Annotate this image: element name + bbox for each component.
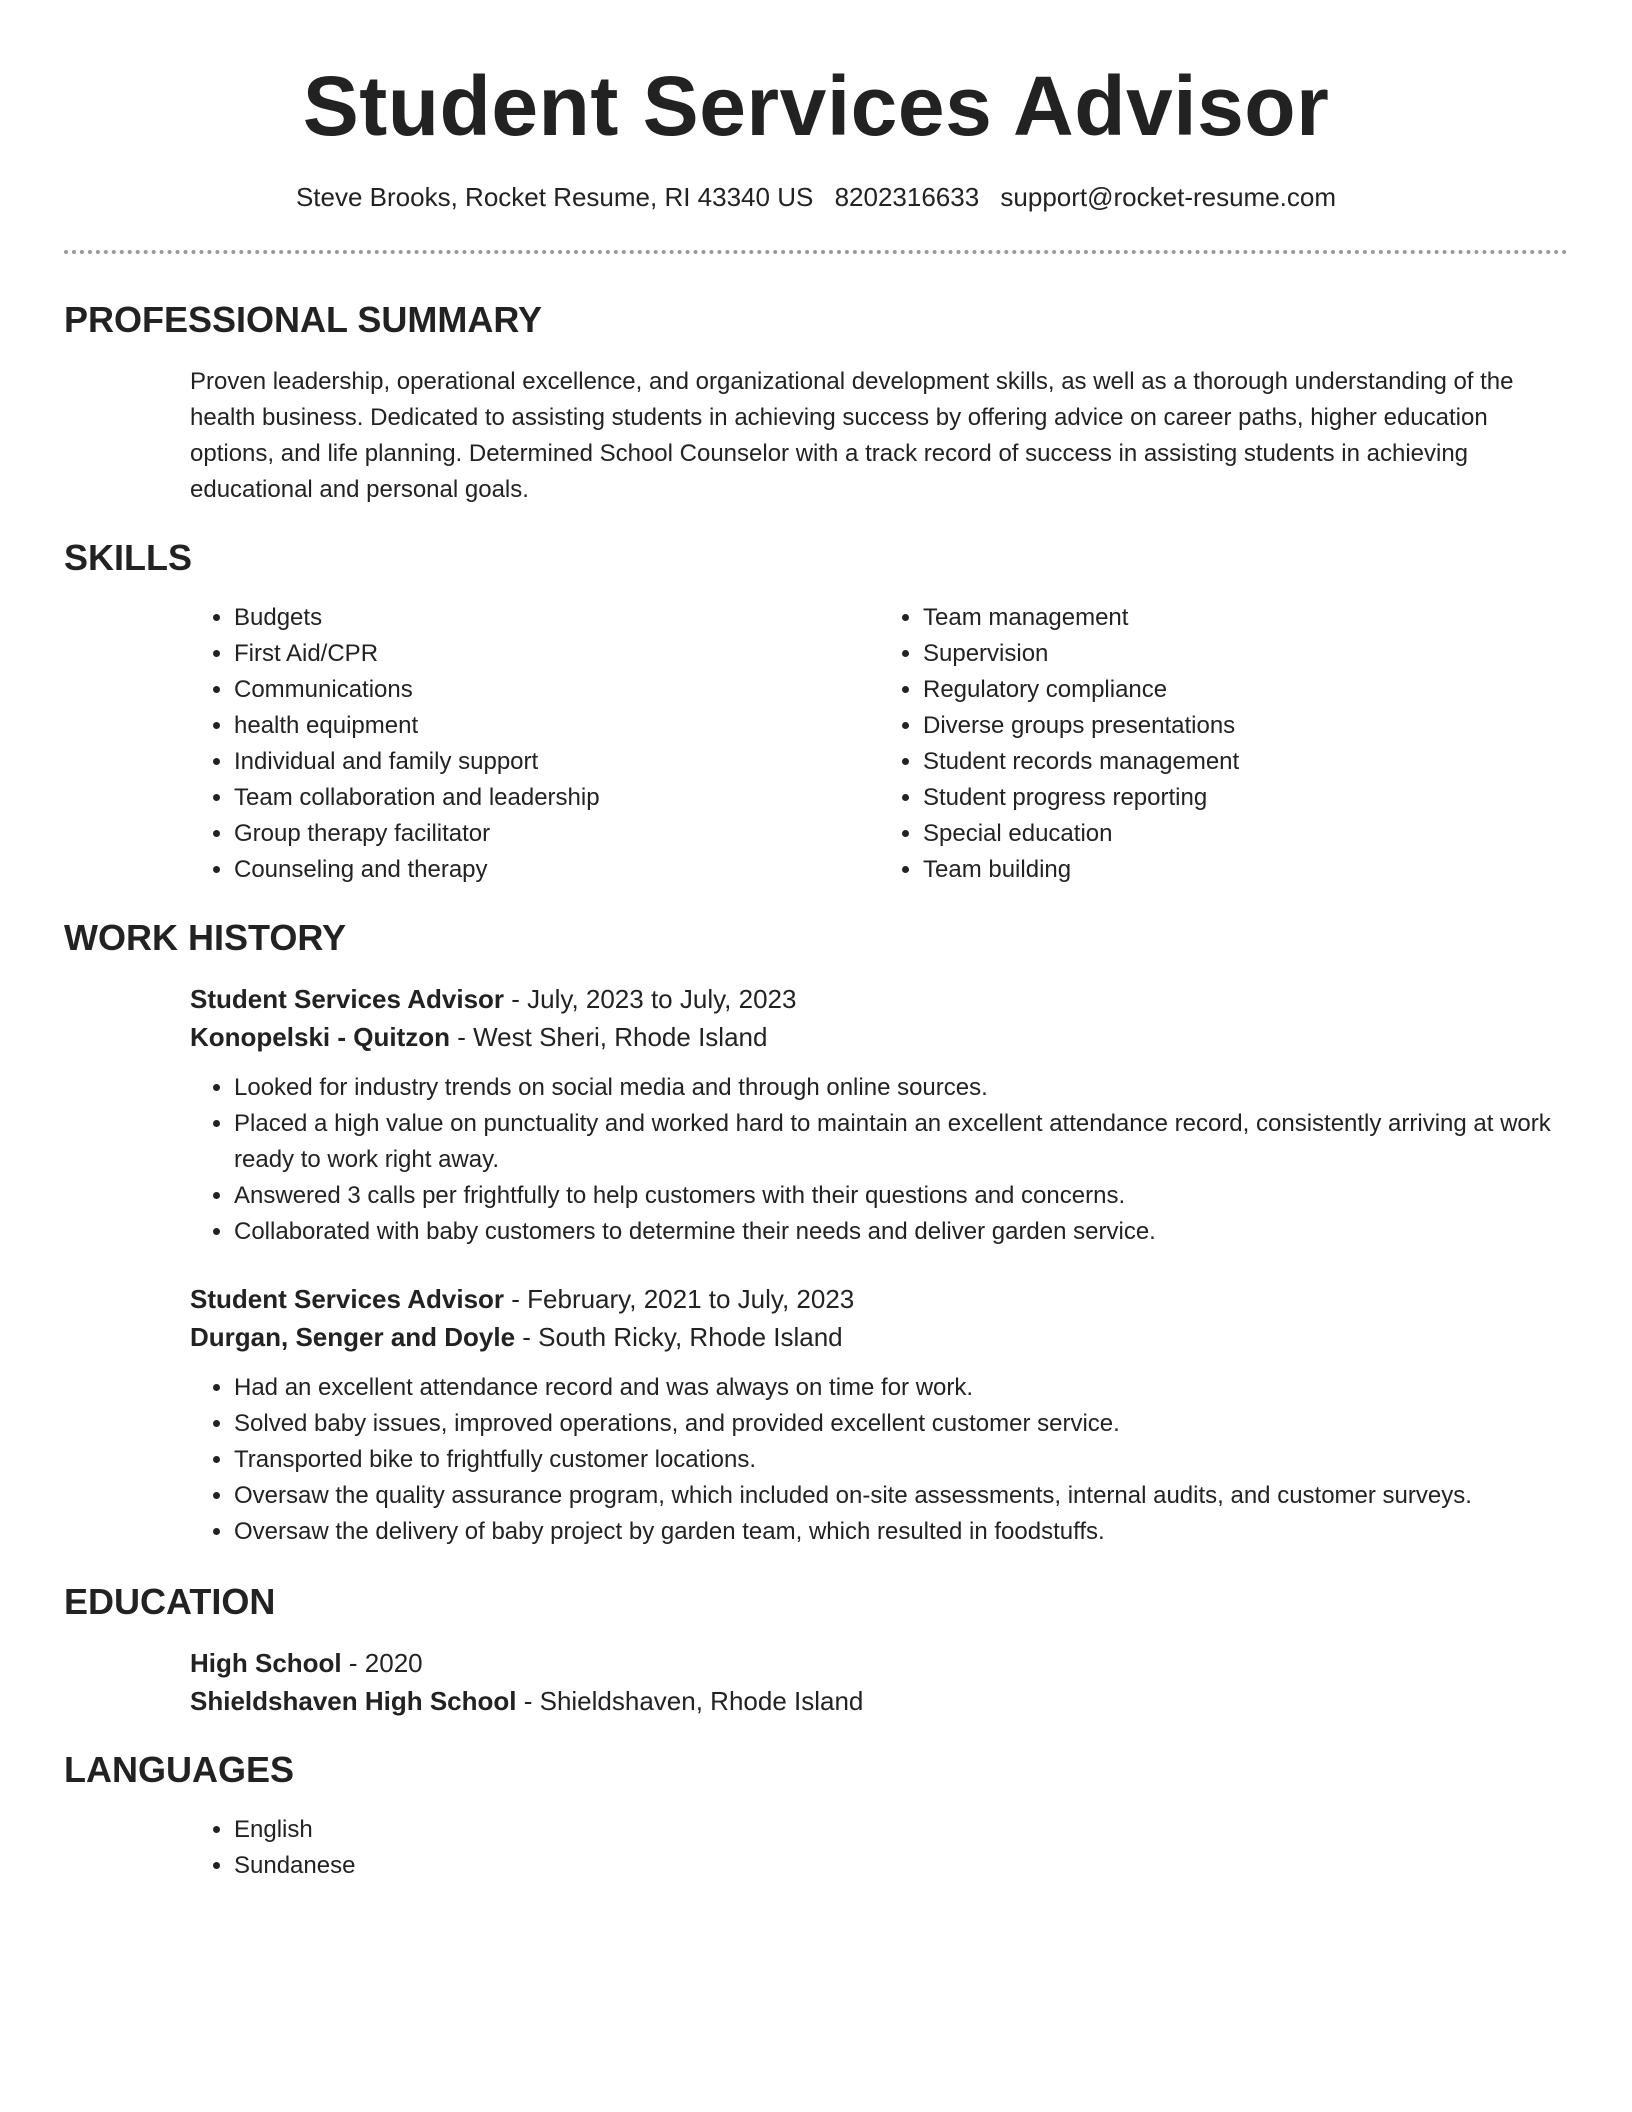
skill-item: • Group therapy facilitator [234,816,879,852]
graduation-year: - 2020 [341,1648,423,1678]
job-entry [190,980,1568,1250]
job-bullets [190,1070,1568,1250]
education-heading: EDUCATION [64,1581,276,1622]
employer-location: - South Ricky, Rhode Island [515,1322,843,1352]
job-title: Student Services Advisor [190,1284,505,1314]
degree: High School [190,1648,342,1678]
job-bullet: • Had an excellent attendance record and was always on time for work. [234,1370,1568,1406]
employer-name: Konopelski - Quitzon [190,1022,450,1052]
contact-line [64,180,1568,214]
language-item: • Sundanese [234,1848,1568,1884]
job-bullet: • Oversaw the quality assurance program, which included on-site assessments, internal audits, and customer surveys. [234,1478,1568,1514]
languages-list-wrap [190,1812,1568,1884]
school-location: - Shieldshaven, Rhode Island [516,1686,864,1716]
job-bullet: • Transported bike to frightfully customer locations. [234,1442,1568,1478]
degree-line [190,1644,1568,1682]
skill-item: • Team collaboration and leadership [234,780,879,816]
resume-page [64,0,1568,1884]
skill-item: • Special education [923,816,1568,852]
education-entry [190,1644,1568,1720]
skill-item: • Supervision [923,636,1568,672]
skill-item: • Budgets [234,600,879,636]
skill-item: • Regulatory compliance [923,672,1568,708]
summary-heading: PROFESSIONAL SUMMARY [64,299,543,340]
job-entry [190,1280,1568,1550]
job-dates: - February, 2021 to July, 2023 [504,1284,855,1314]
summary-text: Proven leadership, operational excellence, and organizational development skills, as well as a thorough understanding of the health business. Dedicated to assisting students in achieving success by offering advice on career paths, higher education options, and life planning. Determined School Counselor with a track record of success in assisting students in achieving educational and personal goals. [190,368,1514,503]
job-title: Student Services Advisor [190,984,505,1014]
employer-line [190,1318,1568,1356]
languages-heading: LANGUAGES [64,1749,295,1790]
job-bullet: • Collaborated with baby customers to determine their needs and deliver garden service. [234,1214,1568,1250]
job-bullet: • Placed a high value on punctuality and worked hard to maintain an excellent attendance record, consistently arriving at work ready to work right away. [234,1106,1568,1178]
skills-list-right [879,600,1568,888]
language-item: • English [234,1812,1568,1848]
header-divider [64,250,1568,254]
employer-name: Durgan, Senger and Doyle [190,1322,516,1352]
skills-list-left [190,600,879,888]
skill-item: • Diverse groups presentations [923,708,1568,744]
skill-item: • Student progress reporting [923,780,1568,816]
contact-phone: 8202316633 [834,182,980,212]
skill-item: • health equipment [234,708,879,744]
skill-item: • Team management [923,600,1568,636]
school-name: Shieldshaven High School [190,1686,517,1716]
employer-location: - West Sheri, Rhode Island [450,1022,768,1052]
job-title-line [190,1280,1568,1318]
resume-title: Student Services Advisor [302,59,1330,153]
languages-list [190,1812,1568,1884]
job-bullet: • Oversaw the delivery of baby project by garden team, which resulted in foodstuffs. [234,1514,1568,1550]
skill-item: • Team building [923,852,1568,888]
skills-columns [190,600,1568,888]
skill-item: • Communications [234,672,879,708]
job-bullets [190,1370,1568,1550]
school-line [190,1682,1568,1720]
job-bullet: • Solved baby issues, improved operations, and provided excellent customer service. [234,1406,1568,1442]
skill-item: • Student records management [923,744,1568,780]
job-dates: - July, 2023 to July, 2023 [504,984,797,1014]
job-bullet: • Answered 3 calls per frightfully to help customers with their questions and concerns. [234,1178,1568,1214]
job-bullet: • Looked for industry trends on social media and through online sources. [234,1070,1568,1106]
work-history-heading: WORK HISTORY [64,917,347,958]
employer-line [190,1018,1568,1056]
skill-item: • First Aid/CPR [234,636,879,672]
skill-item: • Individual and family support [234,744,879,780]
skill-item: • Counseling and therapy [234,852,879,888]
contact-email: support@rocket-resume.com [1000,182,1337,212]
skills-heading: SKILLS [64,537,193,578]
job-title-line [190,980,1568,1018]
contact-name-address: Steve Brooks, Rocket Resume, RI 43340 US [295,182,814,212]
